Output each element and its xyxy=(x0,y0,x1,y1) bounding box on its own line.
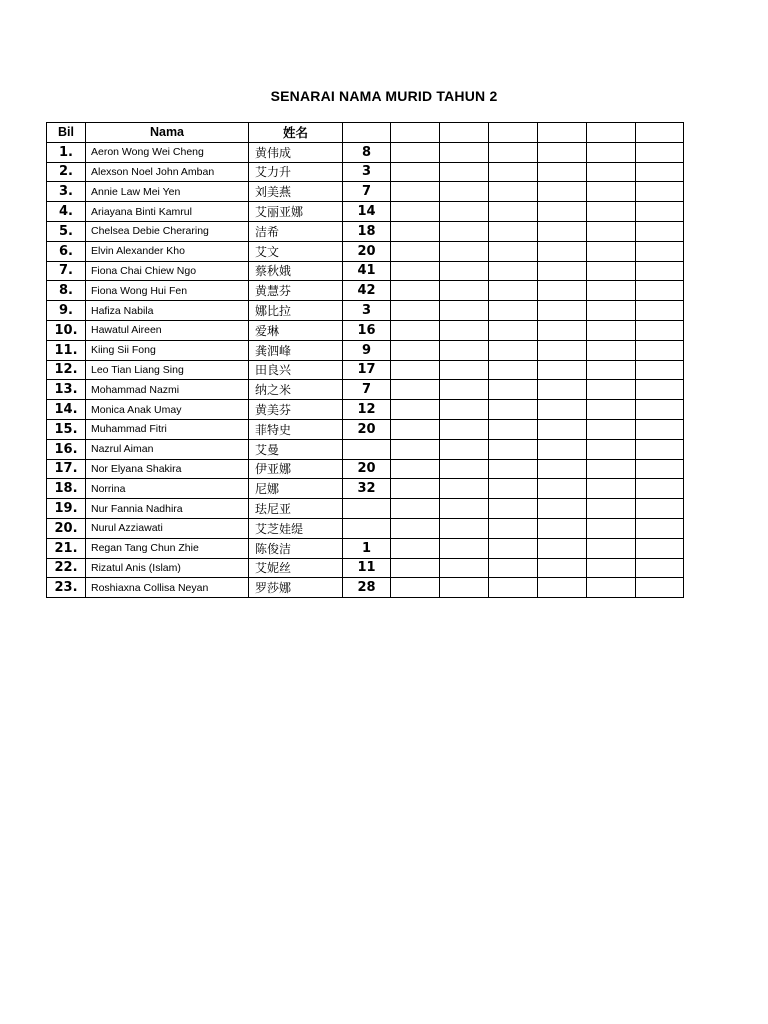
blank-cell xyxy=(538,499,587,519)
student-chinese-name: 黄美芬 xyxy=(249,400,343,420)
blank-cell xyxy=(489,142,538,162)
student-number: 20 xyxy=(343,459,391,479)
table-row xyxy=(47,499,684,519)
student-number: 3 xyxy=(343,162,391,182)
student-number xyxy=(343,439,391,459)
student-number: 20 xyxy=(343,241,391,261)
table-row xyxy=(47,340,684,360)
blank-cell xyxy=(489,400,538,420)
student-number: 12 xyxy=(343,400,391,420)
student-number: 7 xyxy=(343,380,391,400)
blank-cell xyxy=(538,558,587,578)
blank-cell xyxy=(587,202,636,222)
blank-cell xyxy=(391,142,440,162)
student-number: 32 xyxy=(343,479,391,499)
blank-cell xyxy=(538,320,587,340)
blank-cell xyxy=(489,380,538,400)
blank-cell xyxy=(489,340,538,360)
blank-cell xyxy=(391,202,440,222)
blank-cell xyxy=(636,340,684,360)
table-row xyxy=(47,142,684,162)
blank-cell xyxy=(440,360,489,380)
student-number: 42 xyxy=(343,281,391,301)
row-number: 14. xyxy=(47,400,86,420)
blank-cell xyxy=(538,538,587,558)
row-number: 18. xyxy=(47,479,86,499)
student-chinese-name: 艾妮丝 xyxy=(249,558,343,578)
blank-cell xyxy=(636,380,684,400)
blank-cell xyxy=(440,439,489,459)
blank-cell xyxy=(440,419,489,439)
student-name: Norrina xyxy=(86,479,249,499)
blank-cell xyxy=(587,419,636,439)
blank-cell xyxy=(636,439,684,459)
blank-cell xyxy=(587,261,636,281)
blank-cell xyxy=(489,518,538,538)
row-number: 21. xyxy=(47,538,86,558)
blank-cell xyxy=(587,281,636,301)
header-chinese-name: 姓名 xyxy=(249,123,343,143)
blank-cell xyxy=(587,459,636,479)
blank-cell xyxy=(636,499,684,519)
table-row xyxy=(47,301,684,321)
student-chinese-name: 艾力升 xyxy=(249,162,343,182)
blank-cell xyxy=(440,162,489,182)
blank-cell xyxy=(636,538,684,558)
blank-cell xyxy=(489,301,538,321)
blank-cell xyxy=(440,400,489,420)
blank-cell xyxy=(538,459,587,479)
student-name: Regan Tang Chun Zhie xyxy=(86,538,249,558)
blank-cell xyxy=(538,202,587,222)
student-name: Chelsea Debie Cheraring xyxy=(86,221,249,241)
blank-cell xyxy=(636,221,684,241)
blank-cell xyxy=(391,479,440,499)
blank-cell xyxy=(391,320,440,340)
blank-cell xyxy=(587,221,636,241)
student-number: 11 xyxy=(343,558,391,578)
row-number: 1. xyxy=(47,142,86,162)
table-row xyxy=(47,558,684,578)
student-chinese-name: 伊亚娜 xyxy=(249,459,343,479)
blank-cell xyxy=(391,518,440,538)
student-chinese-name: 陈俊洁 xyxy=(249,538,343,558)
student-number xyxy=(343,518,391,538)
student-name: Hawatul Aireen xyxy=(86,320,249,340)
blank-cell xyxy=(636,142,684,162)
blank-cell xyxy=(440,202,489,222)
student-chinese-name: 珐尼亚 xyxy=(249,499,343,519)
blank-cell xyxy=(489,162,538,182)
blank-cell xyxy=(489,281,538,301)
student-number: 3 xyxy=(343,301,391,321)
blank-cell xyxy=(636,360,684,380)
blank-cell xyxy=(489,558,538,578)
blank-cell xyxy=(440,320,489,340)
blank-cell xyxy=(538,400,587,420)
blank-cell xyxy=(391,499,440,519)
blank-cell xyxy=(440,261,489,281)
blank-cell xyxy=(391,400,440,420)
blank-cell xyxy=(391,419,440,439)
student-chinese-name: 艾文 xyxy=(249,241,343,261)
blank-cell xyxy=(636,518,684,538)
blank-cell xyxy=(587,380,636,400)
blank-cell xyxy=(489,439,538,459)
student-number: 41 xyxy=(343,261,391,281)
blank-cell xyxy=(489,499,538,519)
blank-cell xyxy=(391,360,440,380)
row-number: 13. xyxy=(47,380,86,400)
row-number: 2. xyxy=(47,162,86,182)
student-number xyxy=(343,499,391,519)
blank-cell xyxy=(636,281,684,301)
blank-cell xyxy=(538,419,587,439)
header-bil: Bil xyxy=(47,123,86,143)
student-name: Nur Fannia Nadhira xyxy=(86,499,249,519)
table-row xyxy=(47,459,684,479)
blank-cell xyxy=(587,558,636,578)
blank-cell xyxy=(587,439,636,459)
row-number: 9. xyxy=(47,301,86,321)
student-name: Annie Law Mei Yen xyxy=(86,182,249,202)
student-number: 28 xyxy=(343,578,391,598)
blank-cell xyxy=(587,400,636,420)
blank-cell xyxy=(587,360,636,380)
table-row xyxy=(47,400,684,420)
blank-cell xyxy=(489,202,538,222)
blank-cell xyxy=(538,261,587,281)
blank-cell xyxy=(489,182,538,202)
row-number: 17. xyxy=(47,459,86,479)
row-number: 5. xyxy=(47,221,86,241)
row-number: 7. xyxy=(47,261,86,281)
student-number: 8 xyxy=(343,142,391,162)
row-number: 16. xyxy=(47,439,86,459)
blank-cell xyxy=(489,479,538,499)
blank-cell xyxy=(440,301,489,321)
blank-cell xyxy=(538,518,587,538)
blank-cell xyxy=(587,499,636,519)
student-chinese-name: 龚泗峰 xyxy=(249,340,343,360)
row-number: 12. xyxy=(47,360,86,380)
table-row xyxy=(47,419,684,439)
table-row xyxy=(47,221,684,241)
header-blank xyxy=(636,123,684,143)
student-name: Leo Tian Liang Sing xyxy=(86,360,249,380)
blank-cell xyxy=(538,360,587,380)
blank-cell xyxy=(538,380,587,400)
header-row xyxy=(47,123,684,143)
blank-cell xyxy=(538,578,587,598)
blank-cell xyxy=(391,162,440,182)
table-row xyxy=(47,320,684,340)
student-name: Alexson Noel John Amban xyxy=(86,162,249,182)
blank-cell xyxy=(489,578,538,598)
row-number: 3. xyxy=(47,182,86,202)
student-number: 18 xyxy=(343,221,391,241)
blank-cell xyxy=(391,538,440,558)
blank-cell xyxy=(440,241,489,261)
blank-cell xyxy=(587,241,636,261)
blank-cell xyxy=(636,162,684,182)
blank-cell xyxy=(391,241,440,261)
student-name: Nurul Azziawati xyxy=(86,518,249,538)
table-row xyxy=(47,261,684,281)
student-number: 7 xyxy=(343,182,391,202)
blank-cell xyxy=(538,479,587,499)
blank-cell xyxy=(391,558,440,578)
student-number: 1 xyxy=(343,538,391,558)
blank-cell xyxy=(440,340,489,360)
table-row xyxy=(47,360,684,380)
student-chinese-name: 尼娜 xyxy=(249,479,343,499)
blank-cell xyxy=(538,221,587,241)
blank-cell xyxy=(636,479,684,499)
blank-cell xyxy=(538,439,587,459)
student-number: 20 xyxy=(343,419,391,439)
blank-cell xyxy=(440,142,489,162)
blank-cell xyxy=(538,301,587,321)
table-row xyxy=(47,162,684,182)
table-row xyxy=(47,578,684,598)
header-blank xyxy=(489,123,538,143)
blank-cell xyxy=(391,459,440,479)
student-list-table xyxy=(46,122,684,598)
row-number: 10. xyxy=(47,320,86,340)
blank-cell xyxy=(587,320,636,340)
student-number: 16 xyxy=(343,320,391,340)
blank-cell xyxy=(489,538,538,558)
blank-cell xyxy=(636,419,684,439)
blank-cell xyxy=(587,182,636,202)
blank-cell xyxy=(440,558,489,578)
student-chinese-name: 蔡秋娥 xyxy=(249,261,343,281)
blank-cell xyxy=(587,301,636,321)
blank-cell xyxy=(636,202,684,222)
blank-cell xyxy=(440,380,489,400)
student-chinese-name: 田良兴 xyxy=(249,360,343,380)
row-number: 22. xyxy=(47,558,86,578)
student-name: Fiona Wong Hui Fen xyxy=(86,281,249,301)
student-name: Aeron Wong Wei Cheng xyxy=(86,142,249,162)
blank-cell xyxy=(587,162,636,182)
blank-cell xyxy=(440,182,489,202)
blank-cell xyxy=(636,459,684,479)
row-number: 8. xyxy=(47,281,86,301)
student-name: Elvin Alexander Kho xyxy=(86,241,249,261)
blank-cell xyxy=(636,400,684,420)
student-name: Mohammad Nazmi xyxy=(86,380,249,400)
student-chinese-name: 黄慧芬 xyxy=(249,281,343,301)
student-chinese-name: 刘美燕 xyxy=(249,182,343,202)
blank-cell xyxy=(440,578,489,598)
header-blank xyxy=(440,123,489,143)
blank-cell xyxy=(391,281,440,301)
blank-cell xyxy=(636,241,684,261)
blank-cell xyxy=(538,281,587,301)
row-number: 15. xyxy=(47,419,86,439)
blank-cell xyxy=(440,518,489,538)
student-chinese-name: 纳之米 xyxy=(249,380,343,400)
table-row xyxy=(47,380,684,400)
student-chinese-name: 罗莎娜 xyxy=(249,578,343,598)
student-name: Rizatul Anis (Islam) xyxy=(86,558,249,578)
blank-cell xyxy=(391,380,440,400)
student-chinese-name: 菲特史 xyxy=(249,419,343,439)
blank-cell xyxy=(587,538,636,558)
blank-cell xyxy=(440,281,489,301)
blank-cell xyxy=(489,360,538,380)
blank-cell xyxy=(391,182,440,202)
blank-cell xyxy=(391,439,440,459)
student-name: Fiona Chai Chiew Ngo xyxy=(86,261,249,281)
row-number: 11. xyxy=(47,340,86,360)
table-row xyxy=(47,182,684,202)
student-chinese-name: 黄伟成 xyxy=(249,142,343,162)
header-blank xyxy=(538,123,587,143)
header-blank xyxy=(391,123,440,143)
student-name: Kiing Sii Fong xyxy=(86,340,249,360)
student-chinese-name: 艾芝娃缇 xyxy=(249,518,343,538)
table-row xyxy=(47,241,684,261)
student-chinese-name: 艾曼 xyxy=(249,439,343,459)
student-name: Muhammad Fitri xyxy=(86,419,249,439)
blank-cell xyxy=(636,261,684,281)
blank-cell xyxy=(489,241,538,261)
page-title: SENARAI NAMA MURID TAHUN 2 xyxy=(270,88,498,104)
blank-cell xyxy=(489,221,538,241)
table-row xyxy=(47,281,684,301)
student-name: Nazrul Aiman xyxy=(86,439,249,459)
blank-cell xyxy=(538,340,587,360)
row-number: 20. xyxy=(47,518,86,538)
blank-cell xyxy=(636,182,684,202)
blank-cell xyxy=(489,419,538,439)
blank-cell xyxy=(538,162,587,182)
blank-cell xyxy=(538,142,587,162)
blank-cell xyxy=(587,578,636,598)
header-nama: Nama xyxy=(86,123,249,143)
table-row xyxy=(47,518,684,538)
student-chinese-name: 艾丽亚娜 xyxy=(249,202,343,222)
blank-cell xyxy=(636,558,684,578)
student-name: Ariayana Binti Kamrul xyxy=(86,202,249,222)
blank-cell xyxy=(440,479,489,499)
blank-cell xyxy=(489,320,538,340)
student-name: Roshiaxna Collisa Neyan xyxy=(86,578,249,598)
blank-cell xyxy=(636,320,684,340)
blank-cell xyxy=(587,142,636,162)
blank-cell xyxy=(391,221,440,241)
row-number: 4. xyxy=(47,202,86,222)
blank-cell xyxy=(587,479,636,499)
blank-cell xyxy=(636,578,684,598)
blank-cell xyxy=(489,459,538,479)
blank-cell xyxy=(391,301,440,321)
student-number: 17 xyxy=(343,360,391,380)
blank-cell xyxy=(440,538,489,558)
blank-cell xyxy=(587,340,636,360)
student-name: Nor Elyana Shakira xyxy=(86,459,249,479)
row-number: 6. xyxy=(47,241,86,261)
header-blank xyxy=(343,123,391,143)
row-number: 19. xyxy=(47,499,86,519)
blank-cell xyxy=(538,182,587,202)
blank-cell xyxy=(391,578,440,598)
student-number: 9 xyxy=(343,340,391,360)
row-number: 23. xyxy=(47,578,86,598)
blank-cell xyxy=(636,301,684,321)
header-blank xyxy=(587,123,636,143)
blank-cell xyxy=(391,340,440,360)
blank-cell xyxy=(440,221,489,241)
student-name: Monica Anak Umay xyxy=(86,400,249,420)
blank-cell xyxy=(391,261,440,281)
blank-cell xyxy=(440,459,489,479)
student-chinese-name: 爱琳 xyxy=(249,320,343,340)
student-number: 14 xyxy=(343,202,391,222)
student-chinese-name: 娜比拉 xyxy=(249,301,343,321)
table-row xyxy=(47,479,684,499)
blank-cell xyxy=(538,241,587,261)
student-chinese-name: 洁希 xyxy=(249,221,343,241)
table-row xyxy=(47,202,684,222)
table-row xyxy=(47,538,684,558)
student-name: Hafiza Nabila xyxy=(86,301,249,321)
blank-cell xyxy=(489,261,538,281)
table-row xyxy=(47,439,684,459)
blank-cell xyxy=(587,518,636,538)
blank-cell xyxy=(440,499,489,519)
